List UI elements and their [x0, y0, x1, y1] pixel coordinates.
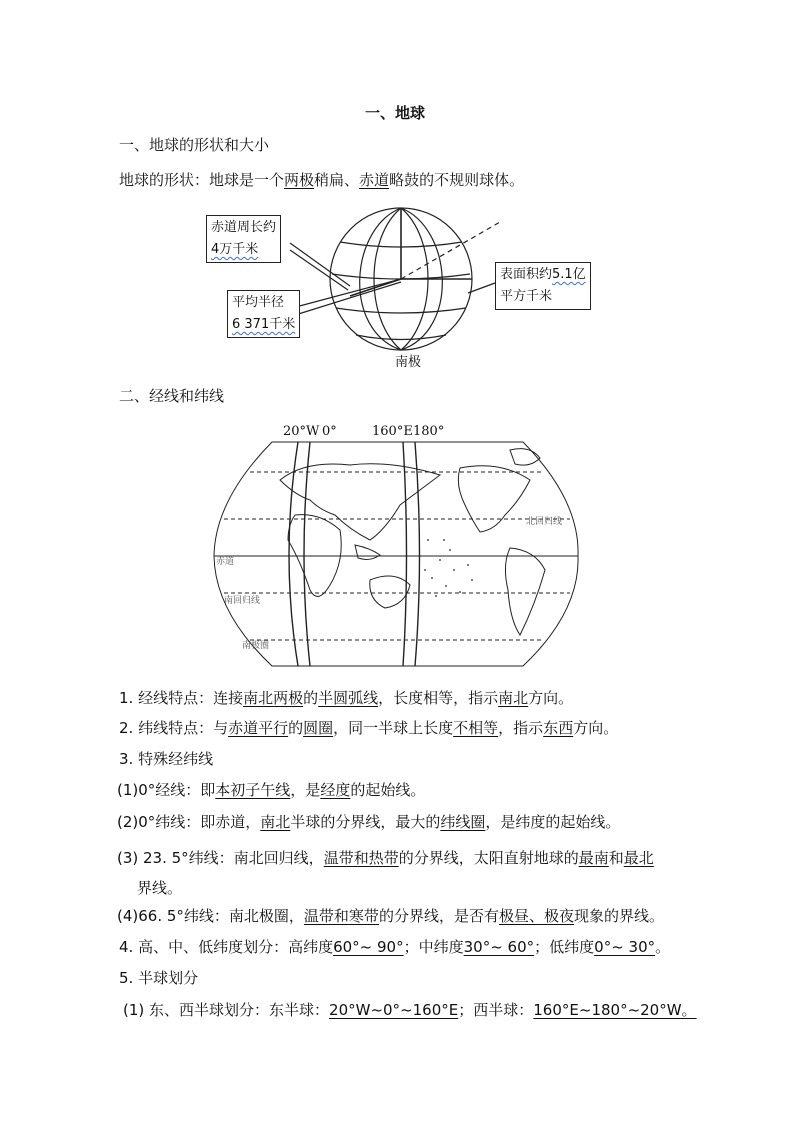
i10-underline-2: 160°E~180°~20°W。	[533, 1001, 697, 1019]
i4-text-c: 的起始线。	[350, 781, 426, 799]
i2-text-e: 方向。	[573, 719, 619, 737]
australia-outline	[370, 576, 410, 608]
item-equator	[117, 812, 620, 832]
tropic-capricorn-label: 南回归线	[224, 596, 261, 606]
item-meridian-features	[119, 688, 573, 708]
i8-underline-2: 30°~ 60°	[463, 938, 535, 956]
i5-text-c: ，是纬度的起始线。	[485, 813, 621, 831]
item-prime-meridian	[117, 780, 425, 800]
item-special-lines: 3. 特殊经纬线	[119, 750, 214, 768]
item-parallel-features	[119, 718, 618, 738]
greenland-outline	[510, 449, 540, 466]
south-america-outline	[505, 548, 545, 635]
i8-underline-1: 60°~ 90°	[333, 938, 404, 956]
i7-text-a: (4)66. 5°纬线：南北极圈，	[117, 907, 304, 925]
item-polar-circles	[117, 906, 664, 926]
i8-text-d: 。	[655, 938, 671, 956]
leader-circumference-1	[290, 243, 350, 286]
i1-text-d: 方向。	[528, 689, 574, 707]
i5-text-b: 半球的分界线，最大的	[290, 813, 441, 831]
i1-underline-3: 南北	[498, 689, 529, 707]
lon-label-20w: 20°W	[283, 424, 320, 439]
area-label-box	[495, 262, 591, 310]
i1-underline-1: 南北两极	[243, 689, 304, 707]
shape-text-1: 地球的形状：地球是一个	[119, 171, 285, 189]
item-latitude-zones	[119, 937, 670, 957]
shape-text-3: 略鼓的不规则球体。	[389, 171, 525, 189]
meridian-160e	[403, 442, 407, 666]
i2-text-b: 的	[288, 719, 304, 737]
underlined-equator: 赤道	[359, 171, 390, 189]
circumference-line2: 4万千米	[211, 242, 259, 257]
i2-text-d: ，指示	[498, 719, 544, 737]
radius-line1: 平均半径	[232, 295, 285, 310]
i10-text-a: (1) 东、西半球划分：东半球：	[123, 1001, 330, 1019]
meridian-20w	[289, 442, 298, 666]
i7-text-c: 现象的界线。	[573, 907, 664, 925]
i6-text-b: 的分界线，太阳直射地球的	[398, 849, 579, 867]
leader-radius-2	[292, 282, 401, 316]
i6-underline-3: 最北	[623, 849, 654, 867]
north-america-outline	[458, 466, 530, 532]
radius-line2: 6 371千米	[232, 317, 296, 332]
item-hemisphere-division: 5. 半球划分	[119, 969, 199, 987]
pacific-islands	[424, 539, 473, 597]
equator-label: 赤道	[216, 557, 235, 567]
i1-text-b: 的	[303, 689, 319, 707]
islands-outline	[355, 545, 380, 559]
i4-text-b: ，是	[290, 781, 321, 799]
i4-underline-1: 本初子午线	[215, 781, 291, 799]
i6-text-c: 和	[608, 849, 624, 867]
south-pole-label: 南极	[395, 355, 422, 370]
i4-text-a: (1)0°经线：即	[117, 781, 216, 799]
i6-text-d: 界线。	[137, 879, 183, 897]
i2-underline-3: 不相等	[453, 719, 499, 737]
i1-text-c: ，长度相等，指示	[378, 689, 499, 707]
page-title: 一、地球	[365, 104, 426, 122]
i6-text-a: (3) 23. 5°纬线：南北回归线，	[117, 849, 324, 867]
i5-underline-1: 南北	[260, 813, 291, 831]
i2-text-c: ，同一半球上长度	[333, 719, 454, 737]
i8-text-c: ；低纬度	[534, 938, 595, 956]
shape-description	[119, 170, 524, 190]
latitude-4	[356, 335, 446, 340]
area-line1: 表面积约5.1亿	[500, 267, 586, 282]
shape-text-2: 稍扁、	[314, 171, 360, 189]
underlined-poles: 两极	[284, 171, 315, 189]
world-map	[210, 420, 585, 670]
lon-label-160e: 160°E	[372, 424, 413, 439]
axis-dashed	[401, 222, 500, 279]
leader-circumference-2	[290, 250, 348, 290]
item-tropics	[117, 843, 687, 903]
lon-label-180: 180°	[413, 424, 445, 439]
i8-text-a: 4. 高、中、低纬度划分：高纬度	[119, 938, 334, 956]
i2-underline-2: 圆圈	[303, 719, 334, 737]
i10-underline-1: 20°W~0°~160°E	[329, 1001, 459, 1019]
i2-underline-1: 赤道平行	[228, 719, 289, 737]
antarctic-circle-label: 南极圈	[242, 641, 270, 651]
i5-text-a: (2)0°纬线：即赤道，	[117, 813, 261, 831]
section-heading-meridians: 二、经线和纬线	[119, 387, 225, 405]
section-heading-shape-size: 一、地球的形状和大小	[119, 136, 270, 154]
i10-text-b: ；西半球：	[458, 1001, 534, 1019]
meridian-0	[304, 442, 310, 666]
i8-underline-3: 0°~ 30°	[594, 938, 656, 956]
meridian-180	[415, 442, 420, 666]
circumference-line1: 赤道周长约	[211, 220, 277, 235]
i2-text-a: 2. 纬线特点：与	[119, 719, 229, 737]
i7-text-b: 的分界线，是否有	[378, 907, 499, 925]
i1-text-a: 1. 经线特点：连接	[119, 689, 244, 707]
i8-text-b: ；中纬度	[403, 938, 464, 956]
i6-underline-2: 最南	[578, 849, 609, 867]
i1-underline-2: 半圆弧线	[318, 689, 379, 707]
i7-underline-2: 极昼、极夜	[498, 907, 574, 925]
area-line2: 平方千米	[500, 289, 553, 304]
radius-label-box	[227, 290, 300, 338]
i5-underline-2: 纬线圈	[440, 813, 486, 831]
lon-label-0: 0°	[322, 424, 337, 439]
tropic-cancer-label: 北回归线	[526, 517, 563, 527]
i4-underline-2: 经度	[320, 781, 351, 799]
item-east-west-hemispheres	[123, 1000, 697, 1020]
i6-underline-1: 温带和热带	[323, 849, 399, 867]
i2-underline-4: 东西	[543, 719, 574, 737]
latitude-3	[336, 308, 466, 313]
i7-underline-1: 温带和寒带	[303, 907, 379, 925]
circumference-label-box	[206, 215, 281, 263]
